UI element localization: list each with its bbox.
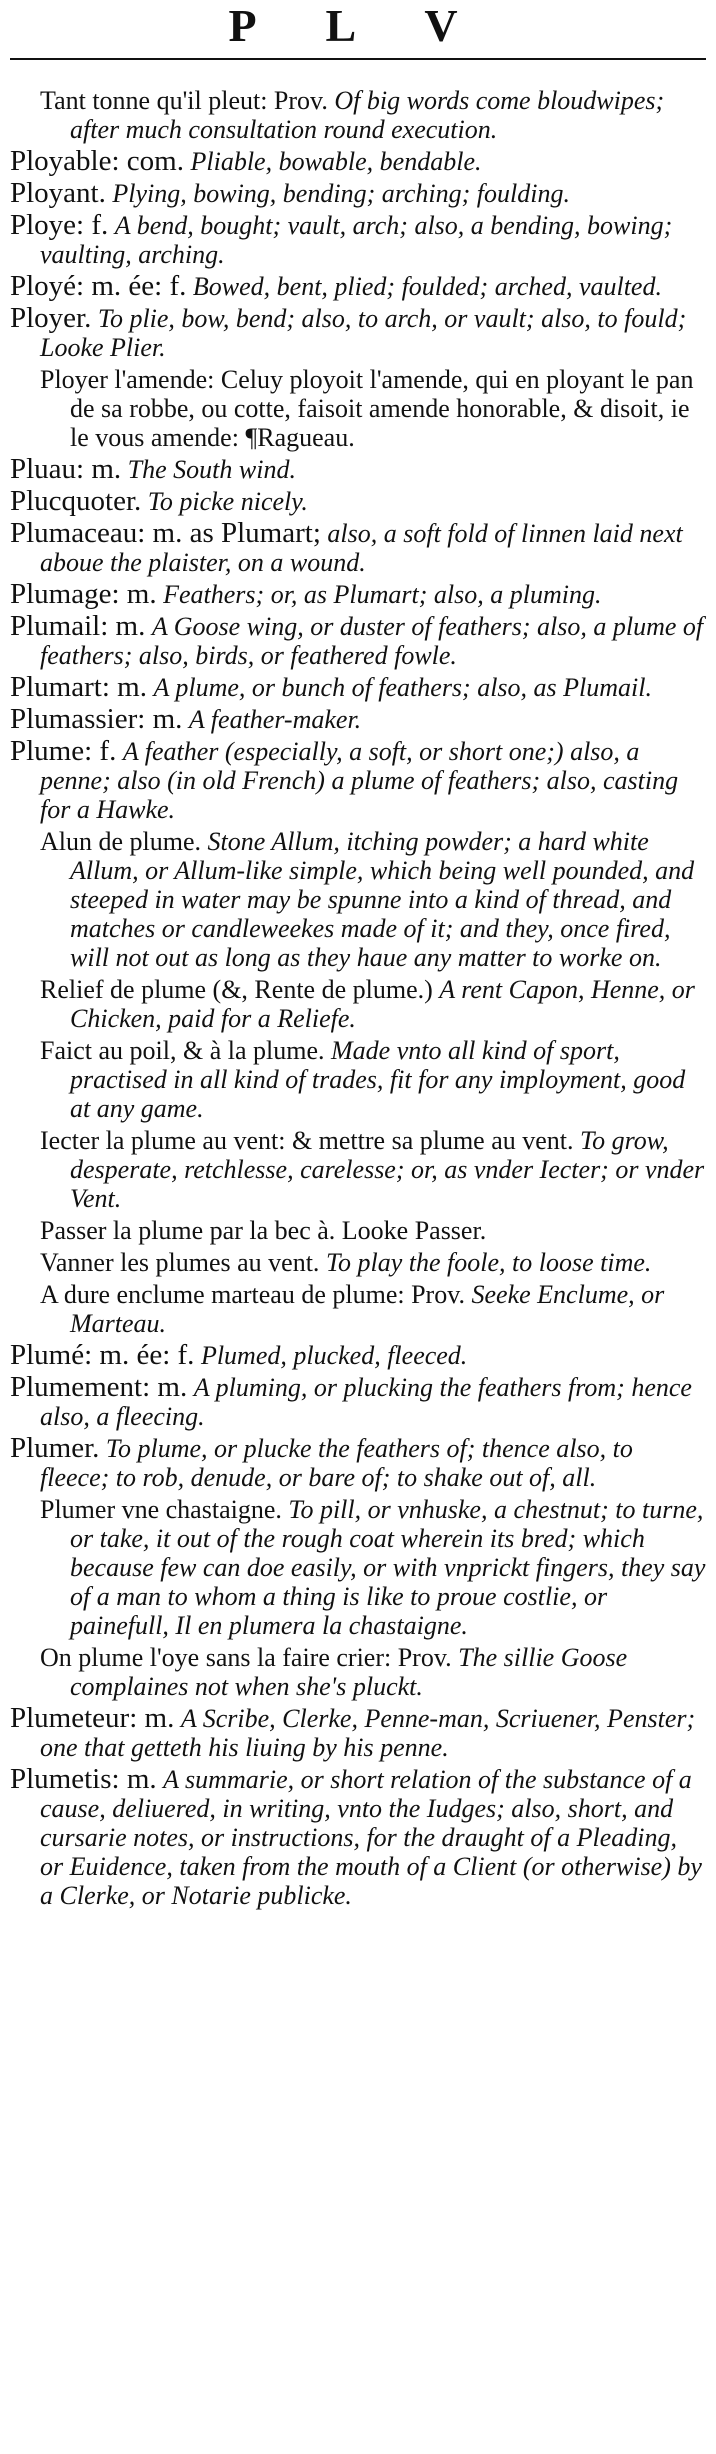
gloss: Of big words come bloudwipes; after much consultation round execution. — [70, 86, 665, 144]
dictionary-entry — [0, 455, 706, 484]
gloss: A Scribe, Clerke, Penne-man, Scriuener, Penster; one that getteth his liuing by his penne. — [40, 1704, 696, 1762]
headword: Pluau: m. — [10, 453, 122, 485]
dictionary-entry — [0, 211, 706, 269]
headword: Iecter la plume au vent: & mettre sa plume au vent. — [40, 1126, 574, 1155]
gloss: A plume, or bunch of feathers; also, as Plumail. — [153, 673, 652, 702]
dictionary-entry — [0, 147, 706, 176]
header-rule — [10, 58, 706, 60]
dictionary-entry — [0, 1765, 706, 1910]
headword: A dure enclume marteau de plume: Prov. — [40, 1280, 466, 1309]
headword: Ployable: com. — [10, 145, 184, 177]
headword: Ployer. — [10, 302, 92, 334]
dictionary-entry — [0, 304, 706, 362]
gloss: To plie, bow, bend; also, to arch, or vault; also, to fould; Looke Plier. — [40, 304, 687, 362]
headword: Plumement: m. — [10, 1371, 188, 1403]
gloss: To picke nicely. — [147, 487, 308, 516]
sub-entry — [0, 975, 706, 1033]
dictionary-entry — [0, 1434, 706, 1492]
headword: Ployer l'amende: Celuy ployoit l'amende, qui en ployant le pan de sa robbe, ou cotte, faisoit amende honorable, & disoit, ie le vous amende: ¶Ragueau. — [40, 365, 694, 452]
headword: Plumetis: m. — [10, 1763, 157, 1795]
headword: Ployant. — [10, 177, 106, 209]
gloss: To plume, or plucke the feathers of; thence also, to fleece; to rob, denude, or bare of; to shake out of, all. — [40, 1434, 633, 1492]
gloss: A feather (especially, a soft, or short one;) also, a penne; also (in old French) a plume of feathers; also, casting for a Hawke. — [40, 737, 679, 824]
sub-entry — [0, 1495, 706, 1640]
gloss: Plying, bowing, bending; arching; foulding. — [112, 179, 570, 208]
headword: Ployé: m. ée: f. — [10, 270, 187, 302]
headword: Plumage: m. — [10, 578, 157, 610]
dictionary-entry — [0, 1373, 706, 1431]
headword: Plumassier: m. — [10, 703, 183, 735]
gloss: Stone Allum, itching powder; a hard white Allum, or Allum-like simple, which being well pounded, and steeped in water may be spunne into a kind of thread, and matches or candleweekes made of it; and they, once fired, will not out as long as they haue any matter to worke on. — [70, 827, 695, 972]
headword: Vanner les plumes au vent. — [40, 1248, 320, 1277]
sub-entry — [0, 1036, 706, 1123]
sub-entry — [0, 1216, 706, 1245]
headword: Alun de plume. — [40, 827, 202, 856]
gloss: Feathers; or, as Plumart; also, a pluming. — [163, 580, 602, 609]
headword: Plume: f. — [10, 735, 117, 767]
headword: Tant tonne qu'il pleut: Prov. — [40, 86, 328, 115]
headword: Passer la plume par la bec à. Looke Passer. — [40, 1216, 487, 1245]
headword: On plume l'oye sans la faire crier: Prov. — [40, 1643, 452, 1672]
dictionary-entry — [0, 487, 706, 516]
sub-entry — [0, 1643, 706, 1701]
sub-entry — [0, 86, 706, 144]
gloss: To pill, or vnhuske, a chestnut; to turne, or take, it out of the rough coat wherein its bred; which because few can doe easily, or with vnprickt fingers, they say of a man to whom a thing is like to proue costlie, or painefull, Il en plumera la chastaigne. — [70, 1495, 706, 1640]
gloss: Made vnto all kind of sport, practised in all kind of trades, fit for any imployment, good at any game. — [70, 1036, 686, 1123]
dictionary-entry — [0, 580, 706, 609]
gloss: The South wind. — [127, 455, 296, 484]
headword: Relief de plume (&, Rente de plume.) — [40, 975, 433, 1004]
gloss: A rent Capon, Henne, or Chicken, paid for a Reliefe. — [70, 975, 695, 1033]
sub-entry — [0, 1248, 706, 1277]
headword: Plumail: m. — [10, 610, 146, 642]
gloss: A pluming, or plucking the feathers from; hence also, a fleecing. — [40, 1373, 692, 1431]
dictionary-entry — [0, 612, 706, 670]
gloss: To grow, desperate, retchlesse, carelesse; or, as vnder Iecter; or vnder Vent. — [70, 1126, 705, 1213]
dictionary-entry — [0, 1704, 706, 1762]
headword: Plucquoter. — [10, 485, 142, 517]
gloss: Seeke Enclume, or Marteau. — [70, 1280, 665, 1338]
headword: Plumer. — [10, 1432, 100, 1464]
sub-entry — [0, 827, 706, 972]
dictionary-entry — [0, 179, 706, 208]
dictionary-entry — [0, 519, 706, 577]
gloss: A feather-maker. — [188, 705, 362, 734]
dictionary-entry — [0, 673, 706, 702]
gloss: also, a soft fold of linnen laid next aboue the plaister, on a wound. — [40, 519, 683, 577]
headword: Plumé: m. ée: f. — [10, 1339, 195, 1371]
sub-entry — [0, 1280, 706, 1338]
gloss: A Goose wing, or duster of feathers; also, a plume of feathers; also, birds, or feathered fowle. — [40, 612, 704, 670]
gloss: The sillie Goose complaines not when she's pluckt. — [70, 1643, 628, 1701]
headword: Plumeteur: m. — [10, 1702, 175, 1734]
running-head: P L V — [228, 0, 488, 51]
headword: Ploye: f. — [10, 209, 109, 241]
entry-list — [0, 86, 716, 1913]
headword: Plumart: m. — [10, 671, 147, 703]
headword: Plumaceau: m. as Plumart; — [10, 517, 321, 549]
sub-entry — [0, 365, 706, 452]
dictionary-entry — [0, 737, 706, 824]
gloss: A bend, bought; vault, arch; also, a bending, bowing; vaulting, arching. — [40, 211, 673, 269]
gloss: To play the foole, to loose time. — [325, 1248, 652, 1277]
sub-entry — [0, 1126, 706, 1213]
gloss: Plumed, plucked, fleeced. — [200, 1341, 468, 1370]
headword: Faict au poil, & à la plume. — [40, 1036, 325, 1065]
headword: Plumer vne chastaigne. — [40, 1495, 282, 1524]
dictionary-entry — [0, 1341, 706, 1370]
gloss: A summarie, or short relation of the substance of a cause, deliuered, in writing, vnto the Iudges; also, short, and cursarie notes, or instructions, for the draught of a Pleading, or Euidence, taken from the mouth of a Client (or otherwise) by a Clerke, or Notarie publicke. — [40, 1765, 702, 1910]
dictionary-entry — [0, 705, 706, 734]
gloss: Pliable, bowable, bendable. — [190, 147, 482, 176]
dictionary-entry — [0, 272, 706, 301]
gloss: Bowed, bent, plied; foulded; arched, vaulted. — [192, 272, 662, 301]
page-header — [0, 0, 716, 52]
